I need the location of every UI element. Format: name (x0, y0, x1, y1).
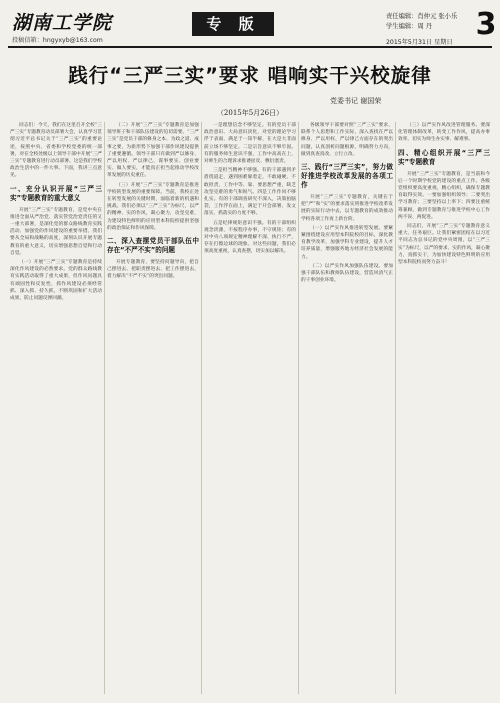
article-paragraph: （二）开展“三严三实”专题教育是加强领导班子和干部队伍建设的迫切需要。“三严三实”是党员干部的修身之本、为政之道、成事之要，为新形势下加强干部作风建设提供了重要遵循。领导干部只有做到严以修身、严以用权、严以律己，谋事要实、创业要实、做人要实，才能真正担当起推动学校改革发展的历史重任。 (107, 123, 199, 179)
section-label: 专 版 (192, 12, 274, 36)
article-paragraph: 一是理想信念不够坚定。有的党员干部政治意识、大局意识淡化，对党的理论学习浮于表面，满足于一知半解，在大是大非面前立场不够坚定。二是宗旨意识不够牢固。有的服务师生意识不强，工作中高高在上，对师生的合理诉求推诿扯皮、敷衍塞责。 (204, 123, 296, 165)
newspaper-logo: 湖南工学院 (12, 12, 113, 34)
masthead (8, 6, 497, 46)
section-heading: 一、充分认识开展“三严三实”专题教育的重大意义 (10, 184, 102, 202)
column-divider (395, 122, 396, 694)
article-paragraph: （一）开展“三严三实”专题教育是持续深化作风建设的必然要求。党的群众路线教育实践活动取得了重大成果，但作风问题具有顽固性和反复性，抓作风建设必须经常抓、深入抓、持久抓，不断巩固和扩大活动成果，防止问题反弹回潮。 (10, 260, 102, 302)
article-paragraph: 各级领导干部要对照“三严三实”要求，联系个人思想和工作实际，深入查找在严以修身、严以用权、严以律己方面存在的突出问题，认真剖析问题根源，明确努力方向，做到真查真改、立行立改。 (301, 123, 393, 157)
section-heading: 二、深入查摆党员干部队伍中存在“不严不实”的问题 (107, 237, 199, 255)
article-paragraph: 五是纪律规矩意识不强。有的干部组织观念淡薄，不按程序办事，不守规矩；有的对中央八项规定精神理解不深、执行不严，存在打擦边球的现象。对这些问题，我们必须高度重视，认真查摆，切实加以解决。 (204, 220, 296, 255)
article-paragraph: （三）以严实作风改进管理服务。要深化管理体制改革，转变工作作风，提高办事效率，切实为师生办实事、解难事。 (398, 123, 490, 143)
article-paragraph: 开展“三严三实”专题教育，关键在于把“严”和“实”的要求落实到推进学校改革发展的实际行动中去，以专题教育的成效推动学校各项工作再上新台阶。 (301, 195, 393, 222)
column-divider (201, 122, 202, 694)
column-divider (104, 122, 105, 694)
article-dateline: （2015年5月26日） (216, 109, 284, 117)
section-heading: 四、精心组织开展“三严三实”专题教育 (398, 148, 490, 166)
article-paragraph: 开展专题教育，要坚持问题导向，把自己摆进去、把职责摆进去、把工作摆进去，着力解决“不严不实”的突出问题。 (107, 260, 199, 280)
column-divider (298, 122, 299, 694)
section-heading: 三、践行“三严三实”，努力做好推进学校改革发展的各项工作 (301, 163, 393, 190)
masthead-divider (8, 46, 492, 48)
article-column-3 (204, 122, 296, 694)
student-editor-line: 学生编辑：周 丹 (386, 23, 433, 30)
article-column-5 (398, 122, 490, 694)
article-title: 践行“三严三实”要求 唱响实干兴校旋律 (68, 64, 432, 87)
article-paragraph: 三是担当精神不够强。有的干部遇到矛盾绕道走，遇到困难躲着走，不敢碰硬、不敢担责，工作中等、靠、要思想严重，缺乏攻坚克难的勇气和锐气。四是工作作风不够扎实。有的干部调查研究不深入，决策拍脑袋，工作浮在面上，满足于开会部署、发文落实，抓落实的力度不够。 (204, 168, 296, 217)
contact-email: 投稿信箱：hngyxyb@163.com (12, 37, 103, 44)
editors-info (386, 12, 470, 34)
issue-date: 2015年5月31日 星期日 (386, 39, 453, 46)
article-paragraph: 同志们，开展“三严三实”专题教育意义重大、任务艰巨。让我们紧密团结在以习近平同志为总书记的党中央周围，以“三严三实”为标尺，以严的要求、实的作风，凝心聚力，真抓实干，为加快建设特色鲜明的应用型本科院校而努力奋斗！ (398, 224, 490, 266)
article-paragraph: （一）以严实作风推进转型发展。要紧紧围绕建设应用型本科院校的目标，深化教育教学改革，加强学科专业建设，提升人才培养质量，增强服务地方经济社会发展的能力。 (301, 225, 393, 260)
article-column-2 (107, 122, 199, 694)
article-byline: 党委书记 谢国荣 (330, 97, 382, 105)
article-paragraph: 同志们：今天，我们在这里召开全校“三严三实”专题教育动员部署大会，认真学习贯彻习近平总书记关于“三严三实”的重要论述，按照中央、省委和学校党委的统一部署，对在全校处级以上领导干部中开展“三严三实”专题教育进行动员部署。这是我们学校政治生活中的一件大事。下面，我讲三点意见。 (10, 123, 102, 179)
article-column-4 (301, 122, 393, 694)
article-column-1 (10, 122, 102, 694)
article-paragraph: 开展“三严三实”专题教育，是当前和今后一个时期学校党的建设的重点工作。各级党组织要高度重视，精心组织，确保专题教育取得实效。一要加强组织领导；二要突出学习教育；三要坚持以上率下；四要注重统筹兼顾，做到专题教育与推进学校中心工作两不误、两促进。 (398, 171, 490, 220)
editor-line: 责任编辑：肖仲元 张小乐 (386, 13, 458, 20)
article-paragraph: 开展“三严三实”专题教育，是党中央在推进全面从严治党、落实管党治党责任的又一重大部署，是深化党的群众路线教育实践活动、加强党的作风建设的重要举措。我们要从全局和战略的高度，深刻认识开展专题教育的重大意义，切实增强思想自觉和行动自觉。 (10, 207, 102, 256)
article-paragraph: （二）以严实作风加强队伍建设。要加强干部队伍和教师队伍建设，营造风清气正的干事创业环境。 (301, 263, 393, 284)
article-paragraph: （三）开展“三严三实”专题教育是推进学校转型发展的重要保障。当前，我校正处在转型发展的关键时期，面临着新的机遇和挑战。我们必须以“三严三实”为标尺，以严的精神、实的作风，凝心聚力，攻坚克难，为建设特色鲜明的应用型本科院校提供坚强的政治保证和作风保障。 (107, 182, 199, 231)
page-number: 3 (475, 7, 497, 42)
